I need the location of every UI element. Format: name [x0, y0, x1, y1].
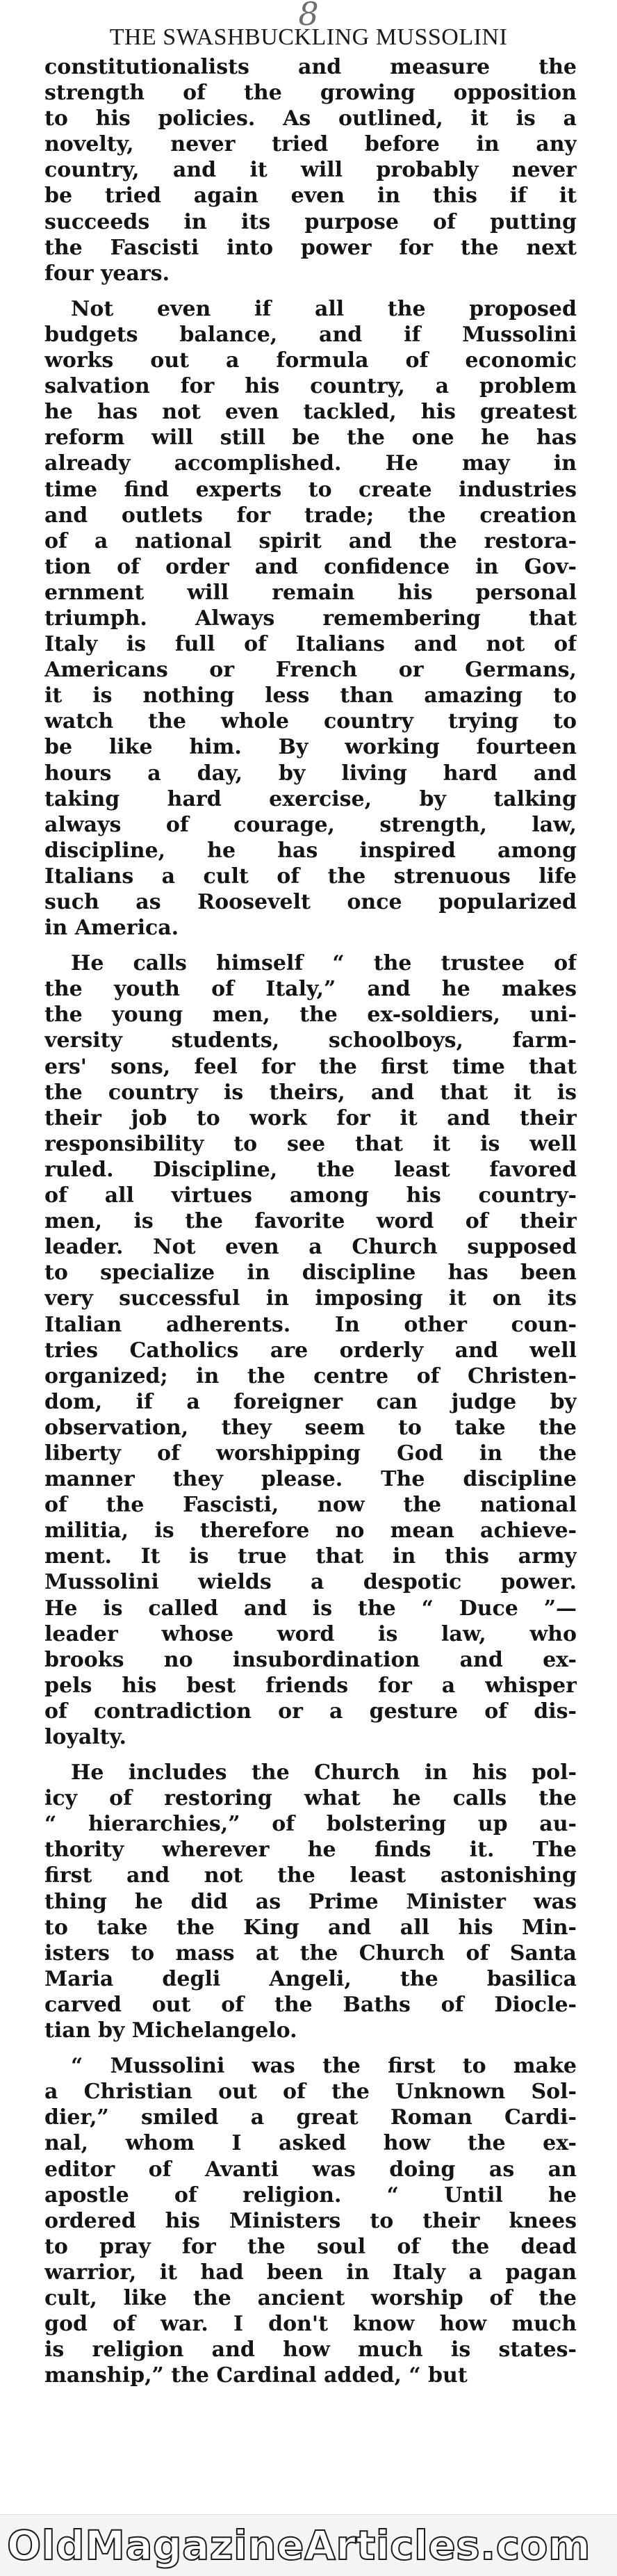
paragraph-line: and outlets for trade; the creation: [44, 503, 577, 528]
paragraph-line: to take the King and all his Min-: [44, 1915, 577, 1940]
paragraph-line: of contradiction or a gesture of dis-: [44, 1699, 577, 1724]
paragraph-line: salvation for his country, a problem: [44, 374, 577, 399]
paragraph-line: always of courage, strength, law,: [44, 812, 577, 837]
paragraph-line: leader whose word is law, who: [44, 1621, 577, 1646]
paragraph-gap: [44, 1750, 577, 1760]
paragraph-line: thing he did as Prime Minister was: [44, 1889, 577, 1914]
paragraph-line: to specialize in discipline has been: [44, 1261, 577, 1286]
paragraph-line: of the Fascisti, now the national: [44, 1493, 577, 1518]
paragraph-line: very successful in imposing it on its: [44, 1286, 577, 1311]
paragraph-line: brooks no insubordination and ex-: [44, 1647, 577, 1672]
paragraph-line: versity students, schoolboys, farm-: [44, 1028, 577, 1053]
paragraph-line: first and not the least astonishing: [44, 1863, 577, 1888]
paragraph-line: the country is theirs, and that it is: [44, 1080, 577, 1105]
paragraph-line: Italians a cult of the strenuous life: [44, 864, 577, 889]
paragraph-line: four years.: [44, 261, 170, 286]
paragraph-line: reform will still be the one he has: [44, 426, 577, 451]
paragraph-line: it is nothing less than amazing to: [44, 683, 577, 708]
paragraph-gap: [44, 286, 577, 296]
running-head: THE SWASHBUCKLING MUSSOLINI: [109, 24, 508, 50]
paragraph-line: tries Catholics are orderly and well: [44, 1338, 577, 1363]
paragraph-line: strength of the growing opposition: [44, 81, 577, 106]
article-paragraph: [44, 2053, 577, 2388]
paragraph-line: he has not even tackled, his greatest: [44, 400, 577, 425]
paragraph-line: ruled. Discipline, the least favored: [44, 1157, 577, 1182]
paragraph-line: “ Mussolini was the first to make: [71, 2054, 577, 2079]
paragraph-line: the Fascisti into power for the next: [44, 235, 577, 260]
paragraph-line: time find experts to create industries: [44, 477, 577, 502]
paragraph-line: of all virtues among his country-: [44, 1183, 577, 1208]
paragraph-line: dom, if a foreigner can judge by: [44, 1389, 577, 1414]
paragraph-line: carved out of the Baths of Diocle-: [44, 1992, 577, 2017]
paragraph-line: isters to mass at the Church of Santa: [44, 1941, 577, 1966]
paragraph-line: watch the whole country trying to: [44, 709, 577, 734]
paragraph-line: tian by Michelangelo.: [44, 2018, 297, 2043]
paragraph-line: men, is the favorite word of their: [44, 1209, 577, 1234]
article-paragraph: [44, 296, 577, 941]
paragraph-line: to his policies. As outlined, it is a: [44, 106, 577, 131]
paragraph-line: liberty of worshipping God in the: [44, 1441, 577, 1466]
paragraph-line: to pray for the soul of the dead: [44, 2234, 577, 2259]
paragraph-line: ernment will remain his personal: [44, 580, 577, 605]
paragraph-line: organized; in the centre of Christen-: [44, 1363, 577, 1388]
paragraph-line: “ hierarchies,” of bolstering up au-: [44, 1812, 577, 1837]
paragraph-line: apostle of religion. “ Until he: [44, 2182, 577, 2208]
page-number: 8: [298, 0, 319, 33]
paragraph-line: dier,” smiled a great Roman Cardi-: [44, 2105, 577, 2130]
paragraph-line: He includes the Church in his pol-: [71, 1760, 577, 1785]
paragraph-line: discipline, he has inspired among: [44, 838, 577, 863]
article-paragraph: [44, 950, 577, 1750]
paragraph-line: manship,” the Cardinal added, “ but: [44, 2363, 468, 2388]
paragraph-line: tion of order and confidence in Gov-: [44, 554, 577, 579]
paragraph-line: loyalty.: [44, 1725, 126, 1749]
paragraph-line: leader. Not even a Church supposed: [44, 1235, 577, 1260]
paragraph-line: in America.: [44, 916, 179, 941]
paragraph-line: is religion and how much is states-: [44, 2338, 577, 2363]
paragraph-line: a Christian out of the Unknown Sol-: [44, 2080, 577, 2105]
paragraph-line: god of war. I don't know how much: [44, 2312, 577, 2337]
paragraph-line: thority wherever he finds it. The: [44, 1838, 577, 1863]
paragraph-line: Italian adherents. In other coun-: [44, 1312, 577, 1337]
paragraph-line: novelty, never tried before in any: [44, 132, 577, 157]
paragraph-line: Mussolini wields a despotic power.: [44, 1570, 577, 1595]
paragraph-line: responsibility to see that it is well: [44, 1131, 577, 1156]
site-watermark-logo[interactable]: OldMagazineArticles.com: [7, 2522, 591, 2569]
paragraph-line: He is called and is the “ Duce ”—: [44, 1596, 577, 1621]
paragraph-line: ordered his Ministers to their knees: [44, 2208, 577, 2233]
paragraph-line: such as Roosevelt once popularized: [44, 890, 577, 914]
paragraph-line: their job to work for it and their: [44, 1105, 577, 1131]
paragraph-line: editor of Avanti was doing as an: [44, 2157, 577, 2182]
paragraph-line: works out a formula of economic: [44, 348, 577, 373]
paragraph-line: militia, is therefore no mean achieve-: [44, 1518, 577, 1544]
paragraph-gap: [44, 2043, 577, 2053]
paragraph-line: nal, whom I asked how the ex-: [44, 2131, 577, 2156]
paragraph-line: manner they please. The discipline: [44, 1467, 577, 1492]
site-footer: [0, 2514, 617, 2576]
paragraph-line: pels his best friends for a whisper: [44, 1673, 577, 1698]
paragraph-line: already accomplished. He may in: [44, 451, 577, 476]
paragraph-line: the young men, the ex-soldiers, uni-: [44, 1003, 577, 1028]
paragraph-line: be like him. By working fourteen: [44, 735, 577, 760]
paragraph-gap: [44, 941, 577, 950]
article-paragraph: [44, 1760, 577, 2043]
paragraph-line: observation, they seem to take the: [44, 1415, 577, 1440]
paragraph-line: succeeds in its purpose of putting: [44, 209, 577, 234]
paragraph-line: Americans or French or Germans,: [44, 658, 577, 683]
paragraph-line: cult, like the ancient worship of the: [44, 2285, 577, 2310]
article-paragraph: [44, 54, 577, 286]
paragraph-line: He calls himself “ the trustee of: [71, 951, 577, 976]
paragraph-line: ment. It is true that in this army: [44, 1544, 577, 1569]
paragraph-line: hours a day, by living hard and: [44, 761, 577, 786]
paragraph-line: icy of restoring what he calls the: [44, 1786, 577, 1811]
paragraph-line: the youth of Italy,” and he makes: [44, 977, 577, 1002]
paragraph-line: be tried again even in this if it: [44, 184, 577, 209]
paragraph-line: of a national spirit and the restora-: [44, 528, 577, 553]
paragraph-line: taking hard exercise, by talking: [44, 786, 577, 811]
paragraph-line: warrior, it had been in Italy a pagan: [44, 2260, 577, 2285]
paragraph-line: country, and it will probably never: [44, 158, 577, 183]
paragraph-line: constitutionalists and measure the: [44, 55, 577, 79]
paragraph-line: triumph. Always remembering that: [44, 606, 577, 631]
paragraph-line: ers' sons, feel for the first time that: [44, 1054, 577, 1079]
article-body: [44, 54, 577, 2388]
paragraph-line: Maria degli Angeli, the basilica: [44, 1966, 577, 1991]
paragraph-line: Italy is full of Italians and not of: [44, 632, 577, 657]
paragraph-line: budgets balance, and if Mussolini: [44, 322, 577, 347]
paragraph-line: Not even if all the proposed: [71, 296, 577, 321]
